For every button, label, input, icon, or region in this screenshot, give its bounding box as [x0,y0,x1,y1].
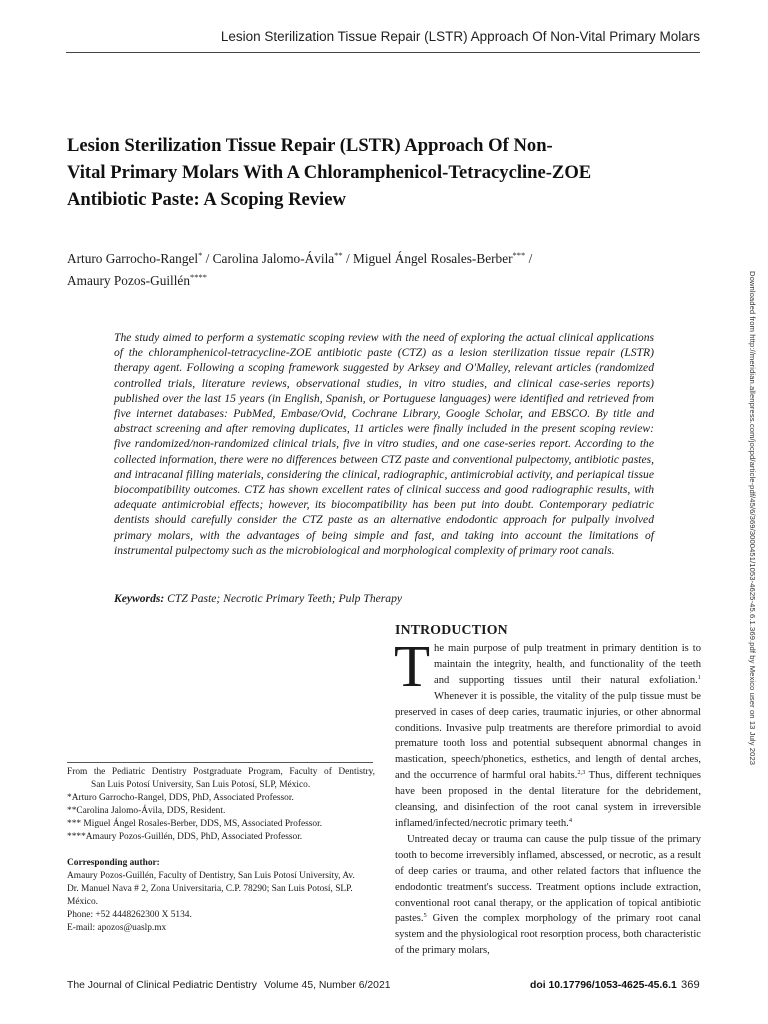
affiliation-line: From the Pediatric Dentistry Postgraduate Program, Faculty of Dentistry, [67,767,375,777]
corresponding-address-line: Dr. Manuel Nava # 2, Zona Universitaria, C.P. 78290; San Luis Potosí, SLP. [67,884,353,894]
introduction-heading: INTRODUCTION [395,622,508,637]
download-side-note-text: Downloaded from http://meridian.allenpress.com/jocpd/article-pdf/45/6/369/3000451/1053-4625-45.6.1.369.pdf by Mexico user on 13 July 2023 [748,271,757,766]
keywords-text: CTZ Paste; Necrotic Primary Teeth; Pulp Therapy [164,592,403,605]
title-line-2: Vital Primary Molars With A Chloramphenicol-Tetracycline-ZOE [67,162,592,183]
author-list [67,248,707,292]
author-name: Arturo Garrocho-Rangel [67,251,199,266]
paragraph-text: Thus, different techniques have been proposed in the dental literature for the debridement, cleansing, and disinfection of the root canal system in irreversible inflamed/infected/necrotic primary teeth. [395,770,701,829]
reference-marker: 2,3 [577,769,586,777]
affiliation-line: San Luis Potosí University, San Luis Potosí, SLP, México. [91,780,311,790]
author-mark: ** [334,250,343,260]
paragraph-text: Whenever it is possible, the vitality of the pulp tissue must be preserved in cases of deep caries, traumatic injuries, or other abnormal conditions. Invasive pulp treatments are therefore primordial to avoid premature tooth loss and potential subsequent abnormal changes in mastication, speech/phonetics, esthetics, and length of dental arches, and the occurrence of harmful oral habits. [395,690,701,782]
introduction-body [394,633,701,959]
author-separator: / [342,251,354,266]
author-credential: **Carolina Jalomo-Ávila, DDS, Resident. [67,806,226,816]
corresponding-author-title: Corresponding author: [67,858,160,868]
footnote-divider [67,762,373,763]
corresponding-address-line: Amaury Pozos-Guillén, Faculty of Dentistry, San Luis Potosí University, Av. [67,871,355,881]
header-divider [66,52,700,53]
author-name: Carolina Jalomo-Ávila [212,251,335,266]
article-title [67,132,707,213]
author-line-1 [67,248,707,270]
author-name: Amaury Pozos-Guillén [67,273,190,288]
keywords-label: Keywords: [114,592,165,605]
footer-journal-name: The Journal of Clinical Pediatric Dentistry [67,980,257,991]
author-name: Miguel Ángel Rosales-Berber [353,251,513,266]
paragraph-text: Given the complex morphology of the primary root canal system and the physiological root resorption process, both characteristic of the primary molars, [395,913,701,957]
drop-cap: T [394,633,431,699]
footer-volume: Volume 45, Number 6/2021 [264,980,391,991]
footer-doi[interactable]: doi 10.17796/1053-4625-45.6.1 [530,980,677,991]
author-mark: * [198,250,203,260]
title-line-3: Antibiotic Paste: A Scoping Review [67,189,346,210]
corresponding-email[interactable]: E-mail: apozos@uaslp.mx [67,923,167,933]
reference-marker: 4 [568,816,573,824]
author-separator: / [202,251,213,266]
author-credential: ****Amaury Pozos-Guillén, DDS, PhD, Associated Professor. [67,832,303,842]
running-header: Lesion Sterilization Tissue Repair (LSTR) Approach Of Non-Vital Primary Molars [220,29,700,44]
page-number: 369 [681,979,700,991]
author-credential: *Arturo Garrocho-Rangel, DDS, PhD, Associated Professor. [67,793,294,803]
title-line-1: Lesion Sterilization Tissue Repair (LSTR) Approach Of Non- [67,135,553,156]
affiliation-footnote [67,766,375,844]
introduction-paragraph-2 [395,832,701,959]
corresponding-author [67,857,375,935]
author-credential: *** Miguel Ángel Rosales-Berber, DDS, MS, Associated Professor. [67,819,323,829]
paragraph-text: Untreated decay or trauma can cause the pulp tissue of the primary tooth to become irreversibly inflamed, abscessed, or necrotic, as a result of deep caries or trauma, and other related factors that influence the endodontic treatment's success. Treatment options include extraction, conventional root canal therapy, or the application of topical antibiotic pastes. [395,833,701,925]
abstract: The study aimed to perform a systematic scoping review with the need of exploring the actual clinical applications of the chloramphenicol-tetracycline-ZOE antibiotic paste (CTZ) as a lesion sterilization tissue repair (LSTR) therapy agent. Following a scoping framework suggested by Arksey and O'Malley, relevant articles (randomized controlled trials, literature reviews, observational studies, in vitro studies, and clinical case-series reports) published over the last 15 years (in English, Spanish, or Portuguese languages) were identified and retrieved from five internet databases: PubMed, Embase/Ovid, Cochrane Library, Google Scholar, and EBSCO. By title and abstract screening and after removing duplicates, 11 articles were finally included in the present scoping review: five randomized/non-randomized clinical trials, five in vitro studies, and one case-series report. According to the collected information, there were no differences between CTZ paste and conventional pulpectomy, antibiotic pastes, and intracanal filling materials, considering the clinical, radiographic, antimicrobial activity, and periapical tissue biocompatibility outcomes. CTZ has shown excellent rates of clinical success and good radiographic results, with adequate antimicrobial effects; however, its biocompatibility has been put into doubt. Contemporary pediatric dentists should carefully consider the CTZ paste as an alternative endodontic approach for pulpally involved primary molars, with the advantages of being simple and fast, and taking into account the limitations of instrumental pulpectomy such as the microbiological and morphological complexity of primary root canals. [114,331,654,557]
paragraph-text: he main purpose of pulp treatment in primary dentition is to maintain the integrity, health, and functionality of the teeth and supporting tissues until their natural exfoliation. [434,643,701,686]
author-separator: / [525,251,533,266]
introduction-paragraph-1 [394,633,701,832]
reference-marker: 1 [697,673,701,681]
author-mark: *** [512,250,526,260]
corresponding-phone: Phone: +52 4448262300 X 5134. [67,910,192,920]
download-side-note [746,271,760,766]
corresponding-address-line: México. [67,897,98,907]
keywords [114,591,654,606]
author-line-2 [67,270,707,292]
author-mark: **** [189,272,207,282]
reference-marker: 5 [423,912,427,920]
